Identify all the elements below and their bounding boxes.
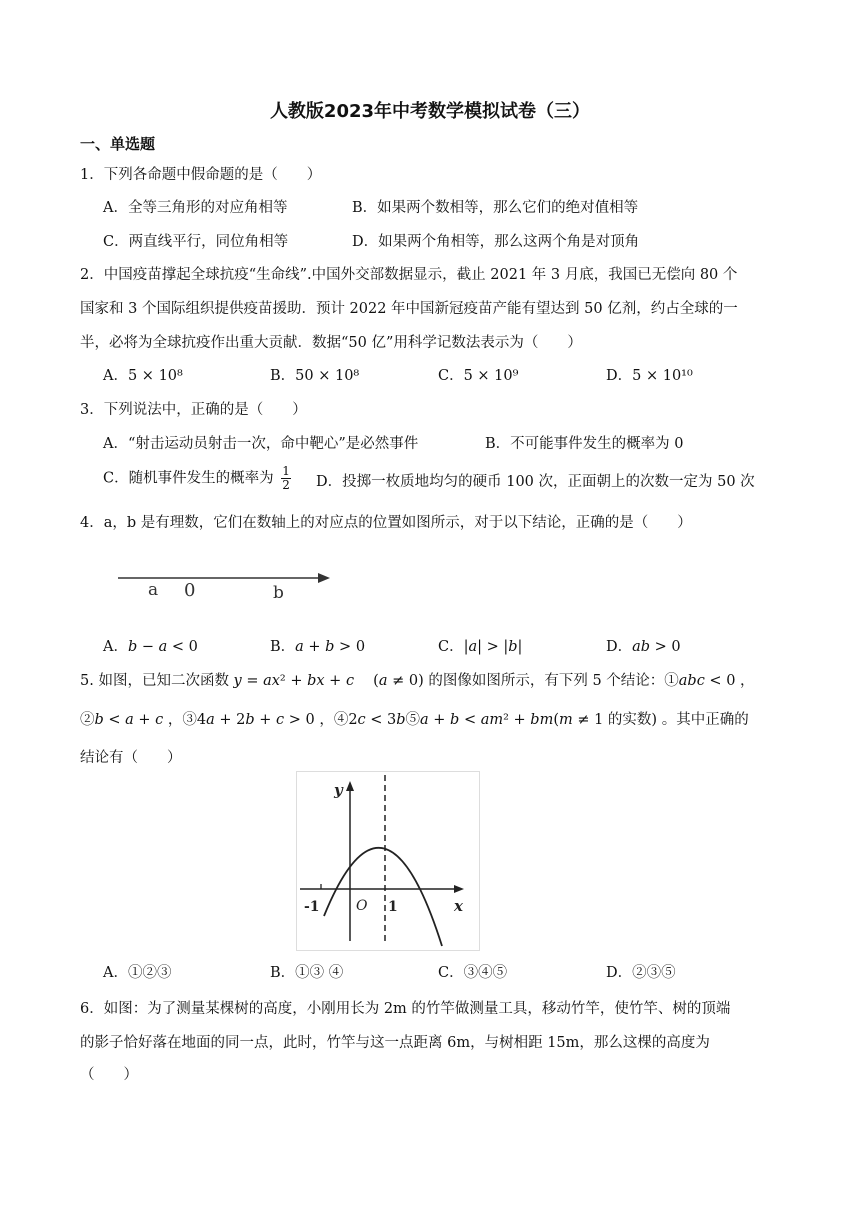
q4-option-c: C．|𝑎| > |𝑏|: [438, 639, 523, 655]
q3-option-c-text: C．随机事件发生的概率为: [103, 470, 274, 487]
q5-option-c: C．③④⑤: [438, 965, 508, 981]
parabola-curve: [324, 848, 442, 946]
fraction-denominator: 2: [282, 478, 290, 492]
point-a-label: a: [148, 580, 159, 600]
q5-line-2: ②𝑏 < 𝑎 + 𝑐 ，③4𝑎 + 2𝑏 + 𝑐 > 0 ，④2𝑐 < 3𝑏⑤𝑎 + 𝑏 < 𝑎𝑚² + 𝑏𝑚(𝑚 ≠ 1 的实数) 。其中正确的: [80, 712, 749, 728]
q3-option-a: A．“射击运动员射击一次，命中靶心”是必然事件: [103, 436, 419, 452]
tick-label-neg1: -1: [304, 899, 320, 915]
q3-option-d: D．投掷一枚质地均匀的硬币 100 次，正面朝上的次数一定为 50 次: [316, 474, 755, 490]
q1-stem: 1．下列各命题中假命题的是（ ）: [80, 167, 322, 183]
q3-option-b: B．不可能事件发生的概率为 0: [485, 436, 684, 452]
q5-option-d: D．②③⑤: [606, 965, 676, 981]
point-b-label: b: [273, 583, 284, 603]
y-axis-arrow: [346, 781, 354, 791]
q2-option-d: D．5 × 10¹⁰: [606, 368, 693, 384]
origin-label: 0: [184, 580, 196, 601]
q1-option-d: D．如果两个角相等，那么这两个角是对顶角: [352, 234, 640, 250]
fraction-numerator: 1: [282, 464, 290, 478]
tick-label-1: 1: [388, 899, 398, 915]
page-title: 人教版2023年中考数学模拟试卷（三）: [269, 101, 591, 122]
q2-option-c: C．5 × 10⁹: [438, 368, 519, 384]
q5-option-a: A．①②③: [103, 965, 172, 981]
q1-option-b: B．如果两个数相等，那么它们的绝对值相等: [352, 200, 639, 216]
q2-option-a: A．5 × 10⁸: [103, 368, 183, 384]
one-half-fraction: [281, 465, 291, 492]
q5-line-1: 5. 如图，已知二次函数 𝑦 = 𝑎𝑥² + 𝑏𝑥 + 𝑐 (𝑎 ≠ 0) 的图像如图所示，有下列 5 个结论：①𝑎𝑏𝑐 < 0 ，: [80, 673, 755, 689]
x-axis-label: x: [454, 897, 463, 915]
q1-option-c: C．两直线平行，同位角相等: [103, 234, 289, 250]
number-line-arrow: [318, 573, 330, 583]
q1-option-a: A．全等三角形的对应角相等: [103, 200, 288, 216]
q6-line-1: 6．如图：为了测量某棵树的高度，小刚用长为 2m 的竹竿做测量工具，移动竹竿，使竹竿、树的顶端: [80, 1001, 731, 1017]
number-line-figure: [110, 560, 340, 610]
q3-stem: 3．下列说法中，正确的是（ ）: [80, 402, 307, 418]
q4-option-a: A．𝑏 − 𝑎 < 0: [103, 639, 198, 655]
x-axis-arrow: [454, 885, 464, 893]
figure-border: [297, 772, 480, 951]
q3-option-c: [103, 465, 294, 492]
q2-line-3: 半，必将为全球抗疫作出重大贡献．数据“50 亿”用科学记数法表示为（ ）: [80, 335, 582, 351]
q5-line-3: 结论有（ ）: [80, 750, 182, 766]
q2-line-1: 2．中国疫苗撑起全球抗疫“生命线”.中国外交部数据显示，截止 2021 年 3 月底，我国已无偿向 80 个: [80, 267, 738, 283]
q4-option-b: B．𝑎 + 𝑏 > 0: [270, 639, 366, 655]
y-axis-label: y: [334, 781, 343, 799]
q2-line-2: 国家和 3 个国际组织提供疫苗援助．预计 2022 年中国新冠疫苗产能有望达到 50 亿剂，约占全球的一: [80, 301, 738, 317]
origin-o-label: O: [356, 898, 368, 914]
q6-line-3: （ ）: [80, 1067, 138, 1083]
q5-option-b: B．①③ ④: [270, 965, 344, 981]
q4-stem: 4．a，b 是有理数，它们在数轴上的对应点的位置如图所示，对于以下结论，正确的是（ ）: [80, 515, 692, 531]
q6-line-2: 的影子恰好落在地面的同一点，此时，竹竿与这一点距离 6m，与树相距 15m，那么这棵的高度为: [80, 1035, 710, 1051]
parabola-graph-figure: [296, 771, 480, 951]
q4-option-d: D．𝑎𝑏 > 0: [606, 639, 681, 655]
section-heading: 一、单选题: [80, 135, 156, 153]
q2-option-b: B．50 × 10⁸: [270, 368, 360, 384]
